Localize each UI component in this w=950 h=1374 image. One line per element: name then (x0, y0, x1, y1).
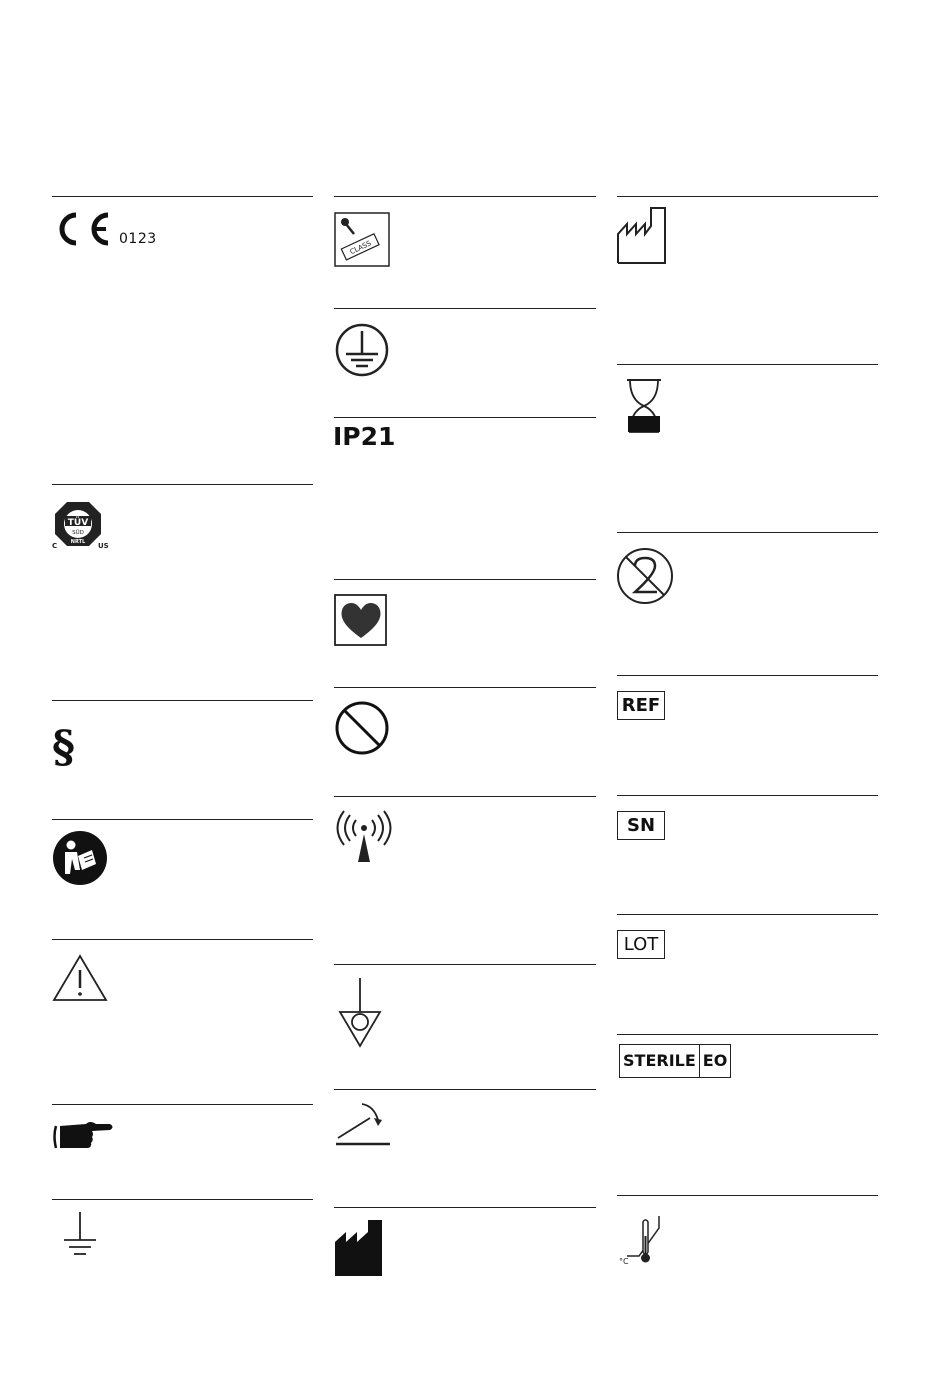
divider (617, 1034, 878, 1035)
do-not-icon (334, 700, 390, 761)
ground-icon (60, 1212, 100, 1263)
divider (617, 196, 878, 197)
divider (617, 675, 878, 676)
warning-triangle-icon (52, 953, 108, 1008)
divider (52, 939, 313, 940)
read-instructions-icon (52, 830, 108, 891)
divider (334, 308, 596, 309)
divider (334, 1089, 596, 1090)
divider (52, 1104, 313, 1105)
divider (52, 700, 313, 701)
divider (334, 579, 596, 580)
serial-number-label: SN (617, 811, 665, 840)
tuv-left: C (52, 542, 58, 550)
divider (617, 1195, 878, 1196)
divider (617, 532, 878, 533)
class-stamp-label: CLASS (348, 239, 373, 257)
tuv-right: US (98, 542, 109, 550)
sterile-text: STERILE (620, 1045, 700, 1077)
manufacturer-icon (334, 1218, 384, 1283)
divider (334, 1207, 596, 1208)
tuv-name: TÜV (67, 518, 89, 528)
date-of-manufacture-icon (617, 206, 669, 271)
tuv-line2: SÜD (72, 530, 84, 536)
divider (617, 795, 878, 796)
sterile-method-text: EO (702, 1051, 728, 1070)
tuv-line3: NRTL (70, 539, 86, 545)
divider (617, 914, 878, 915)
divider (617, 364, 878, 365)
protective-earth-icon (334, 322, 390, 383)
divider (52, 1199, 313, 1200)
temp-unit-label: °C (619, 1257, 629, 1266)
section-sign-icon: § (52, 722, 76, 773)
equipotential-icon (338, 978, 382, 1053)
ref-label: REF (617, 691, 665, 720)
divider (52, 819, 313, 820)
class-stamp-icon (334, 212, 390, 272)
ce-mark-icon (52, 212, 112, 251)
ip-rating-label: IP21 (333, 422, 396, 451)
lot-label: LOT (617, 930, 665, 959)
divider (334, 687, 596, 688)
pointing-hand-icon (52, 1118, 116, 1159)
temperature-limit-icon (617, 1214, 667, 1271)
tuv-sud-certification-icon (52, 500, 110, 555)
divider (334, 417, 596, 418)
use-by-hourglass-icon (626, 378, 662, 439)
do-not-reuse-icon (615, 546, 675, 611)
divider (52, 196, 313, 197)
divider (334, 964, 596, 965)
slippery-surface-icon (334, 1100, 394, 1153)
ce-notified-body-number: 0123 (119, 231, 157, 247)
sterile-eo-label (619, 1044, 731, 1078)
divider (334, 796, 596, 797)
heart-bf-icon (334, 594, 388, 651)
non-ionizing-radiation-icon (334, 810, 394, 869)
divider (52, 484, 313, 485)
divider (334, 196, 596, 197)
